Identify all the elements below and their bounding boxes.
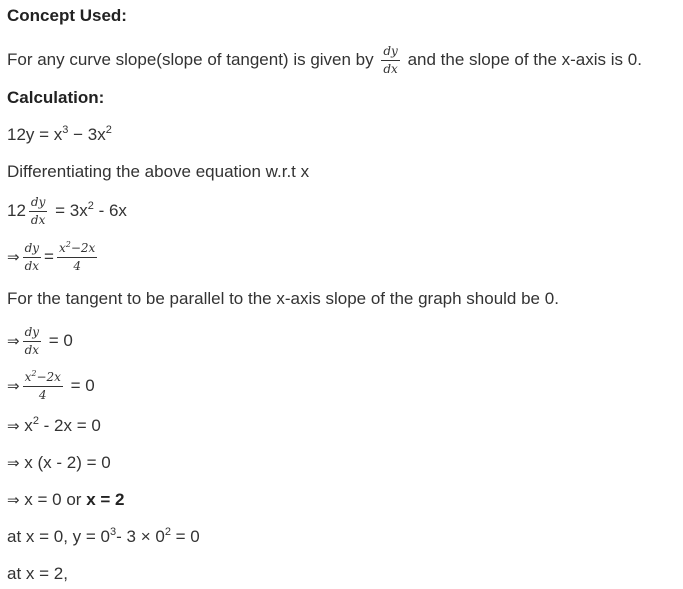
dy-dx-fraction: [29, 195, 47, 228]
equation-text: x: [19, 416, 33, 435]
fraction-numerator: dy: [23, 241, 41, 258]
exponent: 3: [110, 526, 117, 538]
equation-text: - 3 × 0: [116, 527, 165, 546]
fraction-denominator: dx: [24, 343, 40, 357]
equation-text: = 3x: [50, 200, 88, 220]
implies-arrow: ⇒: [7, 376, 20, 395]
slope-fraction: [57, 241, 97, 274]
implies-arrow: ⇒: [7, 491, 20, 509]
equation-derivative: [7, 195, 127, 228]
concept-text-part1: For any curve slope(slope of tangent) is given by: [7, 49, 374, 69]
equation-text: 12y = x: [7, 125, 63, 144]
equation-text: x = 0 or: [19, 490, 87, 509]
exponent: 3: [62, 124, 69, 136]
dy-dx-fraction: [381, 44, 399, 77]
exponent: 2: [32, 415, 39, 427]
equation-text: = 0: [170, 527, 200, 546]
equation-text: − 3x: [68, 125, 106, 144]
fraction-denominator: dx: [30, 213, 46, 227]
equation-slope: [7, 241, 100, 274]
equals-sign: =: [44, 246, 54, 266]
root-highlight: x = 2: [86, 490, 125, 509]
equation-text: - 2x = 0: [38, 416, 101, 435]
implies-arrow: ⇒: [7, 417, 20, 435]
fraction-numerator: $x^2-2x$: [23, 370, 63, 387]
implies-arrow: ⇒: [7, 454, 20, 472]
equation-text: x (x - 2) = 0: [19, 453, 111, 472]
equation-text: - 6x: [93, 200, 127, 220]
equation-text: at x = 0, y = 0: [7, 527, 111, 546]
fraction-numerator: $x^2-2x$: [57, 241, 97, 258]
implies-arrow: ⇒: [7, 331, 20, 350]
calculation-heading: Calculation:: [7, 88, 105, 107]
fraction-denominator: dx: [24, 259, 40, 273]
equation-y-at-zero: [7, 526, 200, 548]
equation-text: = 0: [44, 330, 73, 350]
parallel-text: For the tangent to be parallel to the x-axis slope of the graph should be 0.: [7, 289, 559, 308]
equation-fraction-zero: [7, 370, 95, 403]
fraction-numerator: dy: [29, 195, 47, 212]
concept-text: [7, 44, 642, 77]
equation-slope-zero: [7, 325, 73, 358]
equation-roots: [7, 489, 125, 511]
equation-factored: [7, 452, 111, 474]
concept-heading: Concept Used:: [7, 6, 127, 25]
equation-text: = 0: [65, 375, 95, 395]
fraction-numerator: dy: [23, 325, 41, 342]
exponent: 2: [164, 526, 171, 538]
fraction-denominator: 4: [73, 259, 81, 273]
concept-text-part2: and the slope of the x-axis is 0.: [407, 49, 642, 69]
equation-at-two: at x = 2,: [7, 564, 68, 583]
fraction-numerator: dy: [381, 44, 399, 61]
fraction-denominator: 4: [38, 388, 47, 402]
exponent: 2: [87, 199, 94, 212]
equation-quadratic: [7, 415, 101, 437]
exponent: 2: [105, 124, 112, 136]
equation-curve: [7, 124, 112, 146]
dy-dx-fraction: [23, 241, 41, 274]
slope-fraction: [23, 370, 63, 403]
dy-dx-fraction: [23, 325, 41, 358]
implies-arrow: ⇒: [7, 247, 20, 266]
equation-text: 12: [7, 200, 26, 220]
fraction-denominator: dx: [383, 62, 398, 76]
differentiate-text: Differentiating the above equation w.r.t x: [7, 162, 310, 181]
